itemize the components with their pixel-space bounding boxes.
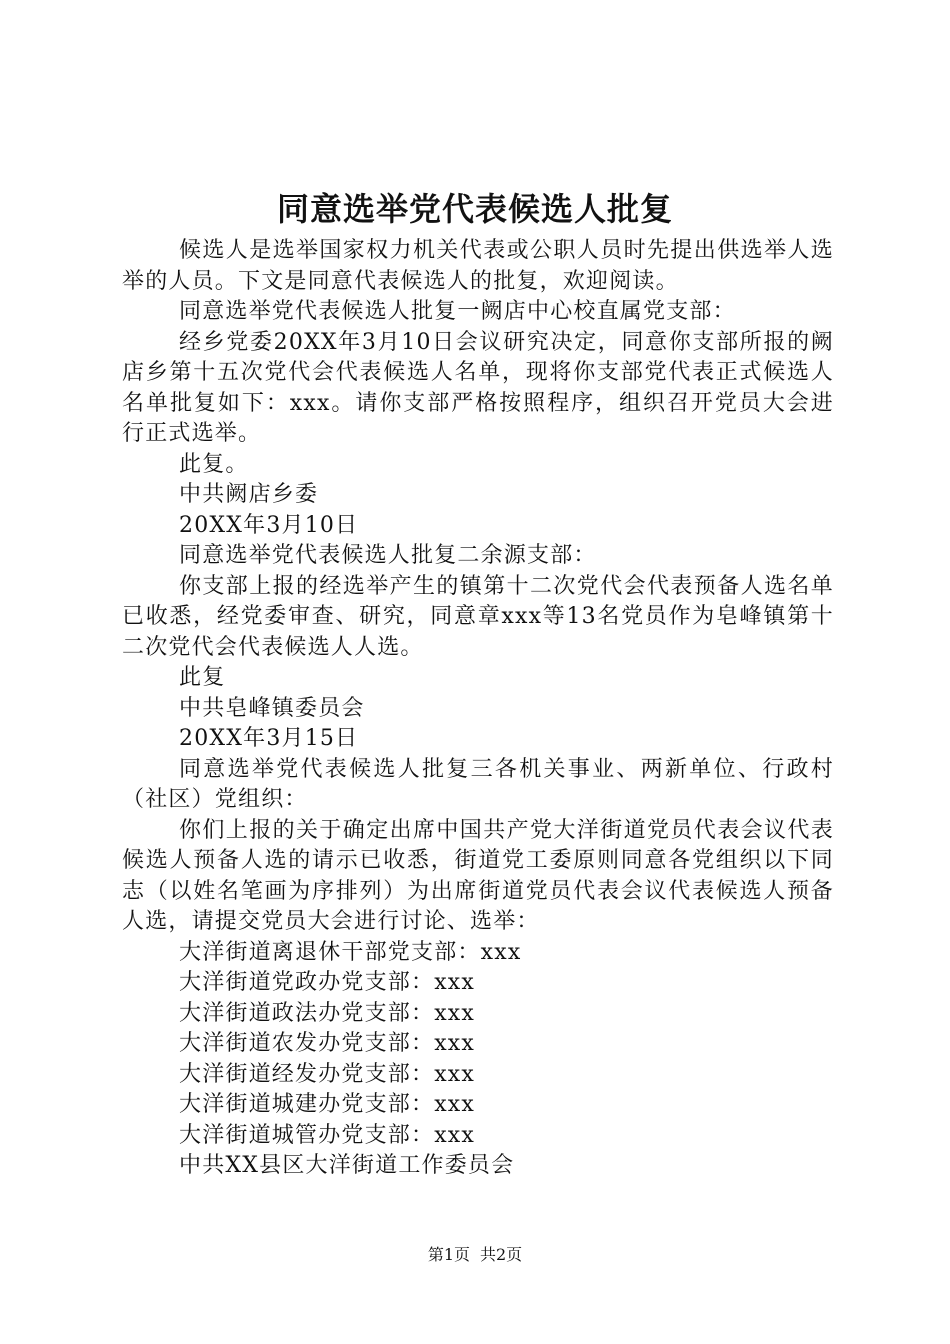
paragraph: 大洋街道城建办党支部：xxx bbox=[179, 1092, 476, 1117]
paragraph: 大洋街道经发办党支部：xxx bbox=[179, 1061, 476, 1087]
paragraph: 大洋街道城管办党支部：xxx bbox=[179, 1122, 476, 1148]
paragraph: 经乡党委20XX年3月10日会议研究决定，同意你支部所报的阙店乡第十五次党代会代表候选人名单，现将你支部党代表正式候选人名单批复如下：xxx。请你支部严格按照程序，组织召开党员大会进行正式选举。 bbox=[122, 329, 834, 446]
paragraph: 此复。 bbox=[179, 451, 249, 477]
paragraph: 你们上报的关于确定出席中国共产党大洋街道党员代表会议代表候选人预备人选的请示已收悉，街道党工委原则同意各党组织以下同志（以姓名笔画为序排列）为出席街道党员代表会议代表候选人预备人选，请提交党员大会进行讨论、选举： bbox=[122, 817, 834, 934]
paragraph: 20XX年3月10日 bbox=[179, 512, 359, 538]
paragraph: 中共XX县区大洋街道工作委员会 bbox=[179, 1153, 515, 1178]
paragraph: 中共皂峰镇委员会 bbox=[179, 695, 365, 721]
paragraph: 同意选举党代表候选人批复二余源支部： bbox=[179, 543, 597, 568]
document-title: 同意选举党代表候选人批复 bbox=[276, 190, 673, 228]
document-body bbox=[122, 236, 834, 1182]
paragraph: 你支部上报的经选举产生的镇第十二次党代会代表预备人选名单已收悉，经党委审查、研究，同意章xxx等13名党员作为皂峰镇第十二次党代会代表候选人人选。 bbox=[122, 573, 834, 660]
page-number-current: 第1页 bbox=[427, 1245, 470, 1264]
paragraph: 大洋街道政法办党支部：xxx bbox=[179, 1000, 476, 1026]
paragraph: 中共阙店乡委 bbox=[179, 482, 319, 507]
page-footer bbox=[0, 1243, 950, 1267]
paragraph: 此复 bbox=[179, 665, 226, 690]
paragraph: 20XX年3月15日 bbox=[179, 726, 359, 751]
page-number-total: 共2页 bbox=[480, 1245, 523, 1264]
paragraph: 候选人是选举国家权力机关代表或公职人员时先提出供选举人选举的人员。下文是同意代表候选人的批复，欢迎阅读。 bbox=[122, 238, 834, 294]
paragraph: 同意选举党代表候选人批复一阙店中心校直属党支部： bbox=[179, 299, 736, 324]
paragraph: 同意选举党代表候选人批复三各机关事业、两新单位、行政村（社区）党组织： bbox=[122, 756, 834, 812]
paragraph: 大洋街道离退休干部党支部：xxx bbox=[179, 939, 522, 965]
paragraph: 大洋街道党政办党支部：xxx bbox=[179, 970, 476, 995]
paragraph: 大洋街道农发办党支部：xxx bbox=[179, 1031, 476, 1056]
